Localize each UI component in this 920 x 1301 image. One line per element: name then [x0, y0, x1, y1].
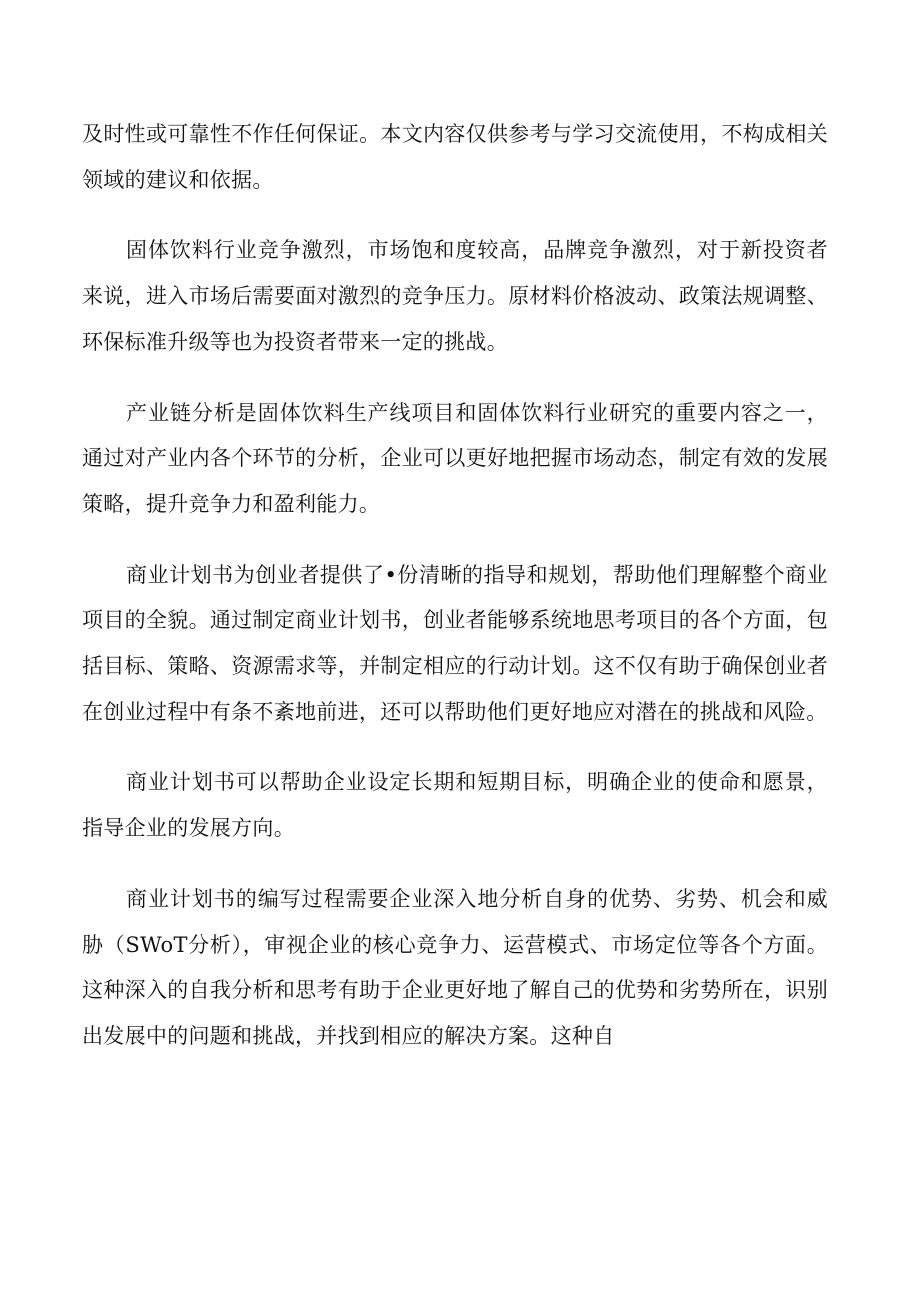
- paragraph-3: 产业链分析是固体饮料生产线项目和固体饮料行业研究的重要内容之一，通过对产业内各个环节的分析，企业可以更好地把握市场动态，制定有效的发展策略，提升竞争力和盈利能力。: [82, 400, 828, 516]
- paragraph-6: 商业计划书的编写过程需要企业深入地分析自身的优势、劣势、机会和威胁（SWoT分析），审视企业的核心竞争力、运营模式、市场定位等各个方面。这种深入的自我分析和思考有助于企业更好地了解自己的优势和劣势所在，识别出发展中的问题和挑战，并找到相应的解决方案。这种自: [82, 886, 828, 1048]
- document-page: [82, 112, 828, 1085]
- paragraph-1: 及时性或可靠性不作任何保证。本文内容仅供参考与学习交流使用，不构成相关领域的建议和依据。: [82, 122, 828, 192]
- paragraph-5: 商业计划书可以帮助企业设定长期和短期目标，明确企业的使命和愿景，指导企业的发展方向。: [82, 770, 828, 841]
- paragraph-2: 固体饮料行业竞争激烈，市场饱和度较高，品牌竞争激烈，对于新投资者来说，进入市场后需要面对激烈的竞争压力。原材料价格波动、政策法规调整、环保标准升级等也为投资者带来一定的挑战。: [82, 238, 828, 354]
- paragraph-4: 商业计划书为创业者提供了•份清晰的指导和规划，帮助他们理解整个商业项目的全貌。通过制定商业计划书，创业者能够系统地思考项目的各个方面，包括目标、策略、资源需求等，并制定相应的行动计划。这不仅有助于确保创业者在创业过程中有条不紊地前进，还可以帮助他们更好地应对潜在的挑战和风险。: [82, 562, 828, 724]
